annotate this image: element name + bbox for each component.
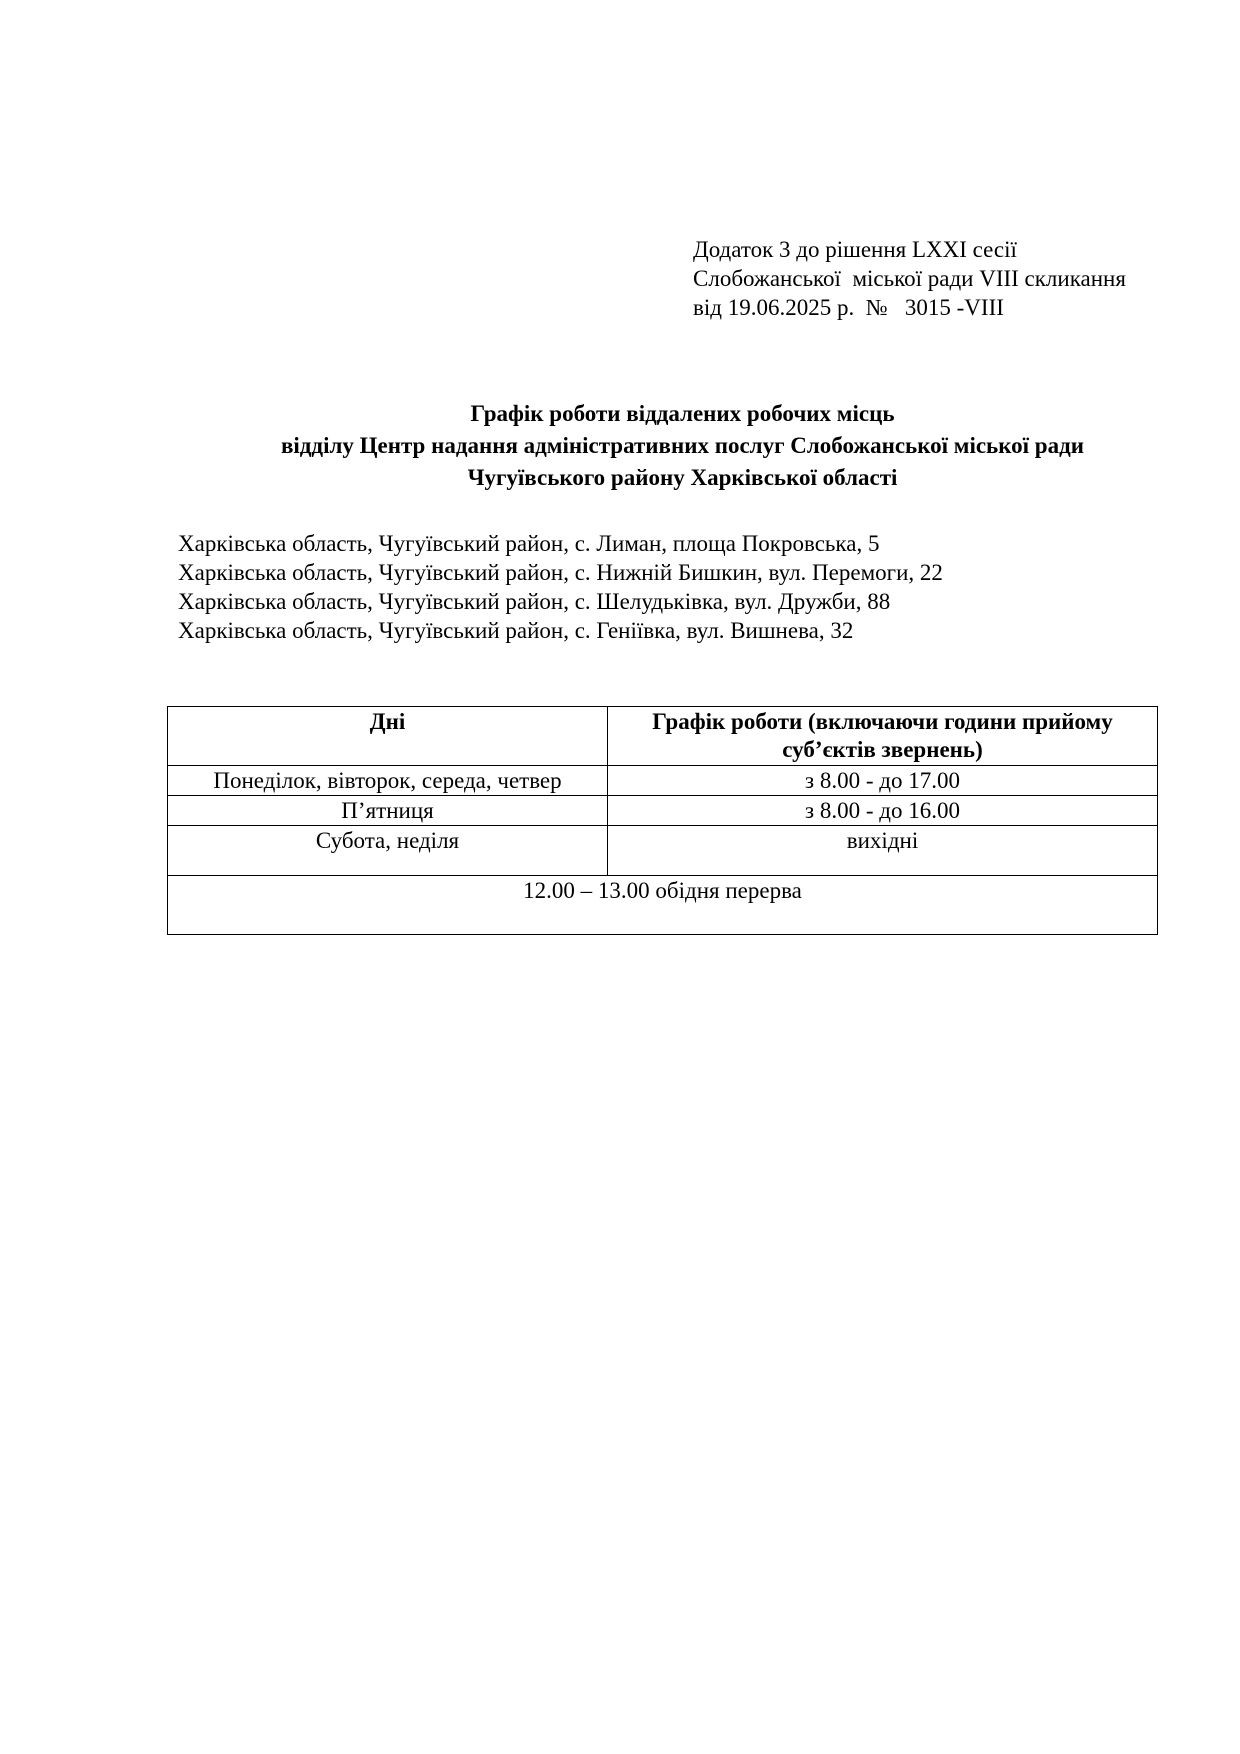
appendix-line: Слобожанської міської ради VIII скликання bbox=[693, 266, 1126, 291]
lunch-break: 12.00 – 13.00 обідня перерва bbox=[168, 876, 1158, 935]
appendix-block bbox=[693, 235, 1126, 322]
table-header-row bbox=[168, 707, 1158, 766]
row-hours: вихідні bbox=[608, 826, 1158, 876]
document-title bbox=[0, 398, 1240, 494]
header-schedule: Графік роботи (включаючи години прийому суб’єктів звернень) bbox=[608, 707, 1158, 766]
table-row bbox=[168, 766, 1158, 796]
address-item: Харківська область, Чугуївський район, с. Шелудьківка, вул. Дружби, 88 bbox=[178, 589, 891, 614]
table-footer-row bbox=[168, 876, 1158, 935]
address-item: Харківська область, Чугуївський район, с. Лиман, площа Покровська, 5 bbox=[178, 531, 880, 556]
title-line: відділу Центр надання адміністративних послуг Слобожанської міської ради bbox=[280, 433, 1084, 458]
appendix-line: Додаток 3 до рішення LXXI сесії bbox=[693, 237, 1017, 262]
address-list bbox=[178, 529, 943, 645]
title-line: Чугуївського району Харківської області bbox=[467, 465, 898, 490]
address-item: Харківська область, Чугуївський район, с. Геніївка, вул. Вишнева, 32 bbox=[178, 618, 854, 643]
row-days: Понеділок, вівторок, середа, четвер bbox=[168, 766, 608, 796]
table-row bbox=[168, 826, 1158, 876]
row-days: П’ятниця bbox=[168, 796, 608, 826]
table-row bbox=[168, 796, 1158, 826]
address-item: Харківська область, Чугуївський район, с. Нижній Бишкин, вул. Перемоги, 22 bbox=[178, 560, 943, 585]
schedule-table bbox=[167, 706, 1158, 935]
row-days: Субота, неділя bbox=[168, 826, 608, 876]
header-days: Дні bbox=[168, 707, 608, 766]
appendix-line: від 19.06.2025 р. № 3015 -VIII bbox=[693, 295, 1004, 320]
row-hours: з 8.00 - до 16.00 bbox=[608, 796, 1158, 826]
title-line: Графік роботи віддалених робочих місць bbox=[470, 401, 895, 426]
row-hours: з 8.00 - до 17.00 bbox=[608, 766, 1158, 796]
